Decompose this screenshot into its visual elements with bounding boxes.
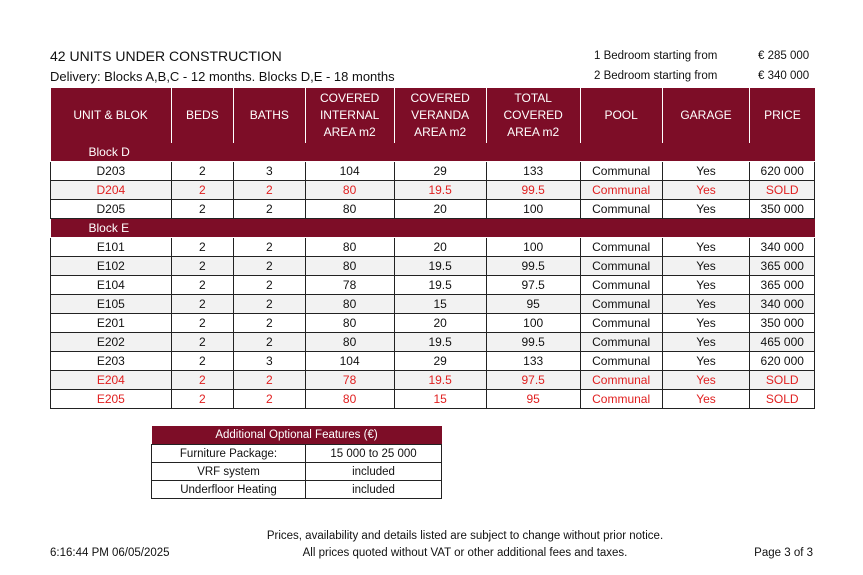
table-cell: 80 bbox=[305, 200, 394, 219]
table-cell: 2 bbox=[171, 390, 233, 409]
table-cell: 2 bbox=[234, 371, 306, 390]
column-header bbox=[305, 88, 394, 143]
table-cell: E105 bbox=[51, 295, 172, 314]
table-cell: Communal bbox=[580, 276, 662, 295]
table-cell: 80 bbox=[305, 314, 394, 333]
table-cell: 465 000 bbox=[750, 333, 815, 352]
table-cell: SOLD bbox=[750, 390, 815, 409]
optional-features-body bbox=[152, 445, 442, 499]
table-cell: 2 bbox=[234, 238, 306, 257]
table-cell: 350 000 bbox=[750, 314, 815, 333]
column-header-line: COVERED bbox=[319, 91, 380, 105]
table-cell: Communal bbox=[580, 314, 662, 333]
table-cell: D204 bbox=[51, 181, 172, 200]
table-row bbox=[51, 162, 815, 181]
price-value-1-bedroom: € 285 000 bbox=[758, 50, 810, 62]
column-header-line: AREA m2 bbox=[323, 125, 376, 139]
table-cell: 2 bbox=[171, 314, 233, 333]
table-cell: 19.5 bbox=[394, 257, 486, 276]
column-header-line: BATHS bbox=[249, 108, 289, 122]
table-cell: 29 bbox=[394, 352, 486, 371]
footer-page-number: Page 3 of 3 bbox=[754, 547, 813, 559]
table-cell: E203 bbox=[51, 352, 172, 371]
table-cell: 99.5 bbox=[486, 333, 580, 352]
table-row bbox=[51, 352, 815, 371]
table-cell: 2 bbox=[171, 333, 233, 352]
footer-disclaimer-1: Prices, availability and details listed are subject to change without prior notice. bbox=[266, 530, 664, 542]
table-cell: E101 bbox=[51, 238, 172, 257]
table-cell: 80 bbox=[305, 390, 394, 409]
table-cell: 2 bbox=[234, 333, 306, 352]
table-cell: Communal bbox=[580, 333, 662, 352]
table-cell: Yes bbox=[662, 276, 750, 295]
units-table bbox=[50, 88, 815, 409]
table-cell: 620 000 bbox=[750, 352, 815, 371]
table-cell: 2 bbox=[171, 371, 233, 390]
table-cell: 365 000 bbox=[750, 257, 815, 276]
optional-features-title: Additional Optional Features (€) bbox=[152, 426, 442, 445]
table-cell: 2 bbox=[171, 238, 233, 257]
column-header-line: AREA m2 bbox=[414, 125, 467, 139]
table-cell: 2 bbox=[171, 162, 233, 181]
table-cell: 3 bbox=[234, 162, 306, 181]
table-cell: E201 bbox=[51, 314, 172, 333]
table-cell: 80 bbox=[305, 181, 394, 200]
table-cell: Yes bbox=[662, 162, 750, 181]
column-header bbox=[234, 88, 306, 143]
price-label-1-bedroom: 1 Bedroom starting from bbox=[594, 50, 718, 62]
table-cell: 19.5 bbox=[394, 276, 486, 295]
block-header-row bbox=[51, 143, 815, 162]
delivery-subtitle: Delivery: Blocks A,B,C - 12 months. Blocks D,E - 18 months bbox=[50, 69, 395, 84]
table-cell: Communal bbox=[580, 295, 662, 314]
table-cell: 80 bbox=[305, 295, 394, 314]
table-cell: 365 000 bbox=[750, 276, 815, 295]
table-cell: 29 bbox=[394, 162, 486, 181]
table-cell: Communal bbox=[580, 371, 662, 390]
table-cell: 340 000 bbox=[750, 295, 815, 314]
table-cell: Yes bbox=[662, 371, 750, 390]
column-header bbox=[171, 88, 233, 143]
table-cell: Communal bbox=[580, 352, 662, 371]
column-header-line: POOL bbox=[604, 108, 638, 122]
column-header bbox=[394, 88, 486, 143]
column-header-line: PRICE bbox=[764, 108, 801, 122]
table-cell: 100 bbox=[486, 238, 580, 257]
table-cell: 340 000 bbox=[750, 238, 815, 257]
column-header-line: UNIT & BLOK bbox=[73, 108, 148, 122]
table-row bbox=[51, 314, 815, 333]
table-cell: D203 bbox=[51, 162, 172, 181]
table-row bbox=[51, 371, 815, 390]
table-cell: 78 bbox=[305, 371, 394, 390]
table-cell: 2 bbox=[234, 257, 306, 276]
table-row bbox=[51, 333, 815, 352]
column-header bbox=[486, 88, 580, 143]
table-cell: E205 bbox=[51, 390, 172, 409]
column-header-line: COVERED bbox=[503, 108, 563, 122]
page-title: 42 UNITS UNDER CONSTRUCTION bbox=[50, 48, 282, 64]
table-cell: 104 bbox=[305, 352, 394, 371]
feature-price: included bbox=[306, 463, 442, 481]
table-cell: SOLD bbox=[750, 371, 815, 390]
block-header-row bbox=[51, 219, 815, 238]
starting-price-values bbox=[758, 46, 809, 86]
column-header bbox=[662, 88, 750, 143]
table-cell: 100 bbox=[486, 200, 580, 219]
table-row bbox=[51, 238, 815, 257]
price-label-2-bedroom: 2 Bedroom starting from bbox=[594, 70, 718, 82]
starting-price-labels bbox=[594, 46, 717, 86]
column-header-line: TOTAL bbox=[514, 91, 552, 105]
table-cell: 95 bbox=[486, 295, 580, 314]
table-cell: 99.5 bbox=[486, 181, 580, 200]
feature-row bbox=[152, 463, 442, 481]
table-cell: E204 bbox=[51, 371, 172, 390]
table-cell: 133 bbox=[486, 352, 580, 371]
column-header-line: AREA m2 bbox=[507, 125, 560, 139]
column-header-line: COVERED bbox=[410, 91, 470, 105]
table-cell: 20 bbox=[394, 314, 486, 333]
table-cell: 19.5 bbox=[394, 371, 486, 390]
table-cell: 78 bbox=[305, 276, 394, 295]
price-value-2-bedroom: € 340 000 bbox=[758, 70, 810, 82]
table-cell: Yes bbox=[662, 333, 750, 352]
table-cell: Yes bbox=[662, 352, 750, 371]
table-cell: 15 bbox=[394, 295, 486, 314]
table-row bbox=[51, 200, 815, 219]
table-cell: 2 bbox=[234, 295, 306, 314]
table-cell: 2 bbox=[234, 314, 306, 333]
column-header bbox=[580, 88, 662, 143]
feature-name: Furniture Package: bbox=[152, 445, 306, 463]
table-cell: 97.5 bbox=[486, 276, 580, 295]
table-cell: 2 bbox=[171, 276, 233, 295]
table-cell: 95 bbox=[486, 390, 580, 409]
table-cell: 97.5 bbox=[486, 371, 580, 390]
table-cell: 133 bbox=[486, 162, 580, 181]
table-cell: 80 bbox=[305, 333, 394, 352]
table-cell: 2 bbox=[234, 276, 306, 295]
table-cell: 3 bbox=[234, 352, 306, 371]
table-cell: E104 bbox=[51, 276, 172, 295]
table-cell: Yes bbox=[662, 295, 750, 314]
feature-row bbox=[152, 481, 442, 499]
table-cell: Yes bbox=[662, 314, 750, 333]
column-header-line: GARAGE bbox=[680, 108, 732, 122]
table-cell: 2 bbox=[234, 200, 306, 219]
table-cell: Yes bbox=[662, 390, 750, 409]
table-cell: Communal bbox=[580, 390, 662, 409]
table-row bbox=[51, 390, 815, 409]
optional-features-table bbox=[151, 426, 442, 499]
column-header-line: BEDS bbox=[186, 108, 219, 122]
table-cell: Yes bbox=[662, 200, 750, 219]
footer-disclaimer-2: All prices quoted without VAT or other additional fees and taxes. bbox=[302, 547, 628, 559]
feature-row bbox=[152, 445, 442, 463]
table-cell: 2 bbox=[171, 295, 233, 314]
block-label: Block E bbox=[51, 219, 815, 238]
table-cell: 2 bbox=[171, 200, 233, 219]
table-cell: Communal bbox=[580, 181, 662, 200]
table-cell: Communal bbox=[580, 162, 662, 181]
table-cell: 350 000 bbox=[750, 200, 815, 219]
table-cell: E102 bbox=[51, 257, 172, 276]
table-cell: 80 bbox=[305, 257, 394, 276]
column-header bbox=[750, 88, 815, 143]
table-cell: 99.5 bbox=[486, 257, 580, 276]
table-cell: Yes bbox=[662, 181, 750, 200]
table-cell: 620 000 bbox=[750, 162, 815, 181]
table-row bbox=[51, 181, 815, 200]
feature-name: Underfloor Heating bbox=[152, 481, 306, 499]
table-cell: 100 bbox=[486, 314, 580, 333]
table-cell: 2 bbox=[171, 352, 233, 371]
feature-name: VRF system bbox=[152, 463, 306, 481]
table-cell: Communal bbox=[580, 200, 662, 219]
table-cell: 2 bbox=[171, 181, 233, 200]
footer-timestamp: 6:16:44 PM 06/05/2025 bbox=[50, 547, 170, 559]
block-label: Block D bbox=[51, 143, 815, 162]
table-cell: 20 bbox=[394, 238, 486, 257]
table-cell: 2 bbox=[234, 181, 306, 200]
table-cell: 19.5 bbox=[394, 181, 486, 200]
table-cell: 15 bbox=[394, 390, 486, 409]
table-row bbox=[51, 276, 815, 295]
table-cell: Yes bbox=[662, 238, 750, 257]
table-body bbox=[51, 143, 815, 409]
column-header-line: VERANDA bbox=[411, 108, 470, 122]
column-header-line: INTERNAL bbox=[319, 108, 380, 122]
table-cell: SOLD bbox=[750, 181, 815, 200]
feature-price: included bbox=[306, 481, 442, 499]
table-cell: D205 bbox=[51, 200, 172, 219]
table-cell: Communal bbox=[580, 257, 662, 276]
table-cell: 80 bbox=[305, 238, 394, 257]
table-row bbox=[51, 257, 815, 276]
table-cell: 19.5 bbox=[394, 333, 486, 352]
table-header-row bbox=[51, 88, 815, 143]
table-cell: Yes bbox=[662, 257, 750, 276]
feature-price: 15 000 to 25 000 bbox=[306, 445, 442, 463]
table-cell: 104 bbox=[305, 162, 394, 181]
table-cell: 2 bbox=[234, 390, 306, 409]
table-row bbox=[51, 295, 815, 314]
table-cell: 20 bbox=[394, 200, 486, 219]
table-cell: E202 bbox=[51, 333, 172, 352]
table-cell: 2 bbox=[171, 257, 233, 276]
column-header bbox=[51, 88, 172, 143]
table-cell: Communal bbox=[580, 238, 662, 257]
